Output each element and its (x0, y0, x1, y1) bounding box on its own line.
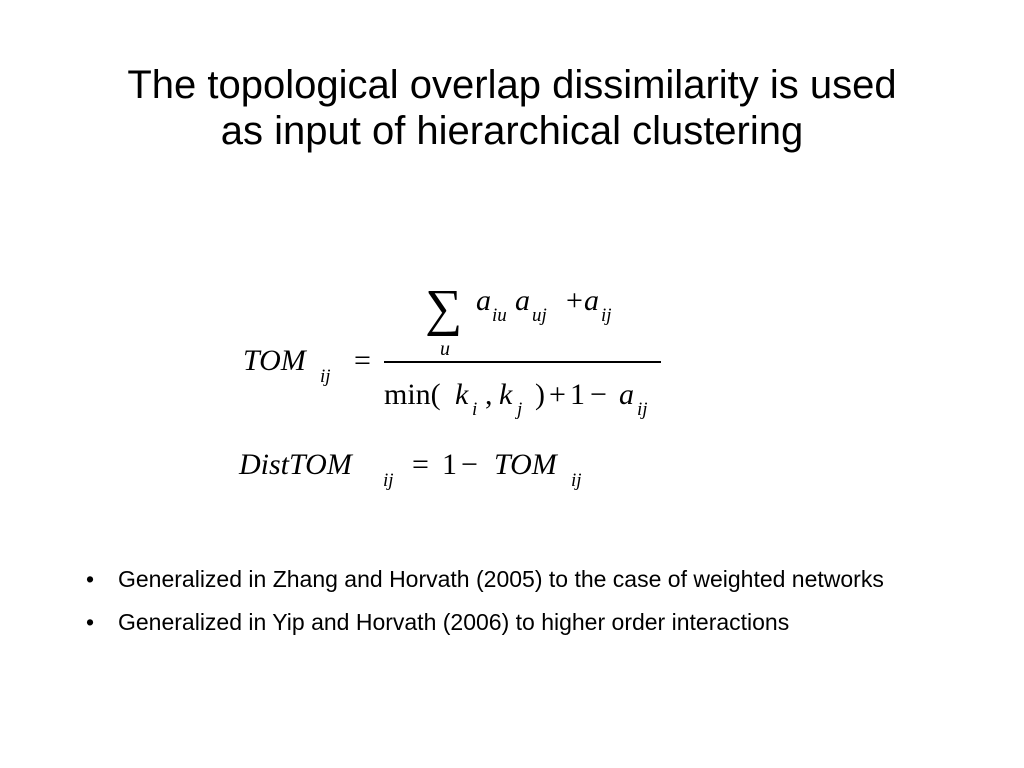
bullet-text: Generalized in Zhang and Horvath (2005) to the case of weighted networks (118, 566, 884, 592)
denominator-k1: k (455, 378, 469, 411)
denominator-k2-subscript: j (517, 399, 523, 420)
disttom-lhs-subscript: ij (383, 470, 394, 491)
denominator-a-subscript: ij (637, 399, 648, 420)
disttom-minus: − (461, 448, 478, 481)
numerator-a1-subscript: iu (492, 305, 507, 326)
denominator-minus: − (590, 378, 607, 411)
bullet-marker: • (86, 609, 95, 635)
denominator-a: a (619, 378, 634, 411)
tom-lhs-subscript: ij (320, 366, 331, 387)
disttom-equals: = (412, 448, 429, 481)
bullet-list (78, 563, 978, 649)
denominator-min: min( (384, 378, 441, 411)
disttom-equation (238, 448, 582, 491)
tom-lhs: TOM (243, 344, 306, 377)
numerator-a3-subscript: ij (601, 305, 612, 326)
denominator-k1-subscript: i (472, 399, 478, 420)
denominator-k2: k (499, 378, 513, 411)
numerator-a2: a (515, 284, 530, 317)
title-line-1: The topological overlap dissimilarity is used (127, 63, 897, 107)
disttom-lhs: DistTOM (239, 448, 352, 481)
tom-equals: = (354, 344, 371, 377)
disttom-rhs: TOM (494, 448, 557, 481)
bullet-text: Generalized in Yip and Horvath (2006) to higher order interactions (118, 609, 790, 635)
numerator (476, 284, 612, 326)
denominator-comma: , (485, 378, 493, 411)
title-line-2: as input of hierarchical clustering (220, 109, 804, 153)
bullet-item (78, 563, 978, 595)
denominator (384, 378, 648, 420)
tom-equation (243, 280, 661, 420)
bullet-item (78, 606, 978, 638)
disttom-one: 1 (442, 448, 457, 481)
numerator-a3: a (584, 284, 599, 317)
numerator-a2-subscript: uj (532, 305, 547, 326)
bullet-marker: • (86, 566, 95, 592)
denominator-close-paren: ) (535, 378, 545, 411)
sum-symbol: ∑ (425, 280, 463, 337)
numerator-plus: + (566, 284, 583, 317)
disttom-rhs-subscript: ij (571, 470, 582, 491)
denominator-plus: + (549, 378, 566, 411)
sum-index: u (440, 338, 450, 360)
denominator-one: 1 (570, 378, 585, 411)
numerator-a1: a (476, 284, 491, 317)
